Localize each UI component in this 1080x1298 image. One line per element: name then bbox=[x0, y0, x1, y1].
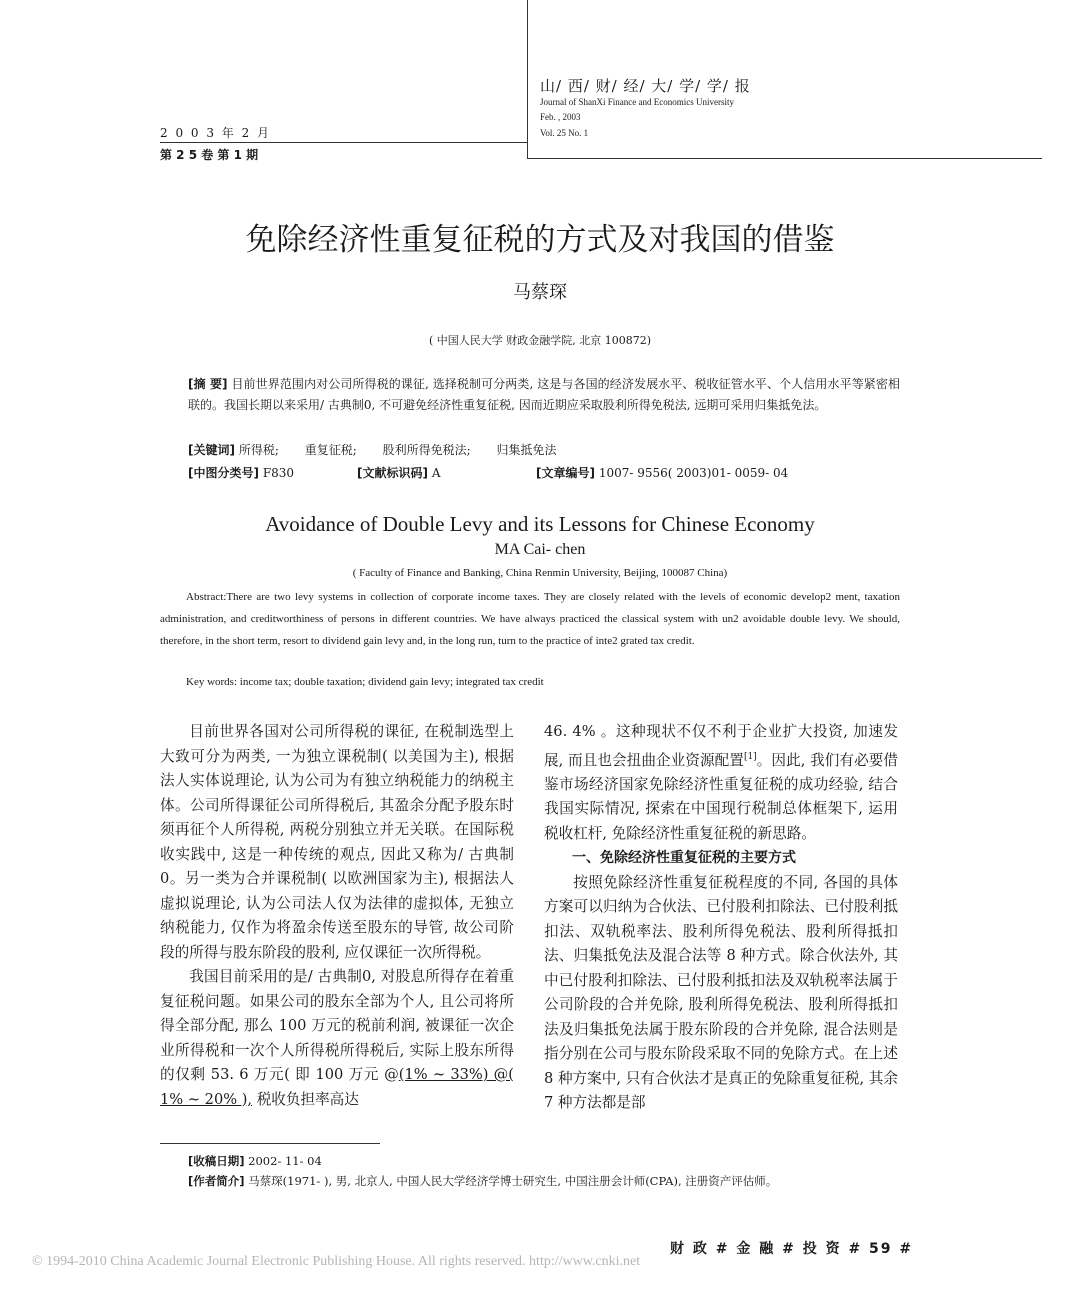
english-keywords bbox=[186, 676, 544, 688]
body-text: 税收负担率高达 bbox=[252, 1090, 359, 1108]
body-text: 我国目前采用的是/ 古典制0, 对股息所得存在着重复征税问题。如果公司的股东全部为个人, 且公司将所得全部分配, 那么 100 万元的税前利润, 被课征一次企业所得税和一次个人所得税所得税后, 实际上股东所得的仅剩 53. 6 万元( 即 100 万元 @ bbox=[160, 968, 514, 1083]
english-keywords-label: Key words: bbox=[186, 676, 238, 688]
article-number-value: 1007- 9556( 2003)01- 0059- 04 bbox=[598, 466, 789, 480]
issue-date: 2 0 0 3 年 2 月 bbox=[160, 126, 272, 140]
body-left-column bbox=[160, 720, 514, 1112]
received-value: 2002- 11- 04 bbox=[248, 1154, 322, 1168]
clc-label: [中图分类号] bbox=[188, 466, 259, 480]
author-affiliation: ( 中国人民大学 财政金融学院, 北京 100872) bbox=[428, 334, 652, 347]
abstract-cn bbox=[188, 374, 900, 416]
page-footer: 财 政 # 金 融 # 投 资 # 59 # bbox=[670, 1241, 914, 1257]
abstract-label: [摘 要] bbox=[188, 377, 228, 391]
english-keywords-text: income tax; double taxation; dividend gain levy; integrated tax credit bbox=[239, 676, 544, 688]
header-right-rule bbox=[527, 158, 1042, 159]
english-author: MA Cai- chen bbox=[494, 541, 586, 558]
clc-number bbox=[188, 464, 294, 481]
article-number-label: [文章编号] bbox=[536, 466, 595, 480]
received-label: [收稿日期] bbox=[188, 1154, 245, 1168]
journal-date-en: Feb. , 2003 bbox=[540, 112, 581, 122]
document-code-label: [文献标识码] bbox=[357, 466, 428, 480]
body-paragraph bbox=[544, 720, 898, 846]
journal-volume-en: Vol. 25 No. 1 bbox=[540, 128, 589, 138]
english-affiliation: ( Faculty of Finance and Banking, China Renmin University, Beijing, 100087 China) bbox=[352, 567, 728, 579]
body-right-column bbox=[544, 720, 898, 1116]
bio-value: 马蔡琛(1971- ), 男, 北京人, 中国人民大学经济学博士研究生, 中国注册会计师(CPA), 注册资产评估师。 bbox=[248, 1174, 778, 1188]
keyword-term: 股利所得免税法; bbox=[382, 443, 471, 457]
footnote-author-bio bbox=[188, 1173, 777, 1189]
body-paragraph: 按照免除经济性重复征税程度的不同, 各国的具体方案可以归纳为合伙法、已付股利扣除法、已付股利抵扣法、双轨税率法、股利所得免税法、股利所得抵扣法、归集抵免法及混合法等 8 种方式。除合伙法外, 其中已付股利扣除法、已付股利抵扣法及双轨税率法属于公司阶段的合并免除, 股利所得免税法、股利所得抵扣法及归集抵免法属于股东阶段的合并免除, 混合法则是指分别在公司与股东阶段采取不同的免除方式。在上述 8 种方案中, 只有合伙法才是真正的免除重复征税, 其余 7 种方法都是部 bbox=[544, 873, 898, 1112]
english-abstract-label: Abstract: bbox=[186, 591, 227, 603]
keyword-term: 归集抵免法 bbox=[496, 443, 557, 457]
clc-value: F830 bbox=[262, 466, 295, 480]
document-code bbox=[357, 464, 440, 481]
paper-author: 马蔡琛 bbox=[513, 282, 567, 303]
header-left-rule bbox=[160, 142, 528, 143]
citation-ref: [1] bbox=[743, 751, 757, 762]
footnote-rule bbox=[160, 1143, 380, 1144]
abstract-text: 目前世界范围内对公司所得税的课征, 选择税制可分两类, 这是与各国的经济发展水平、税收征管水平、个人信用水平等紧密相联的。我国长期以来采用/ 古典制0, 不可避免经济性重复征税, 因而近期应采取股利所得免税法, 远期可采用归集抵免法。 bbox=[188, 377, 900, 412]
keyword-term: 重复征税; bbox=[304, 443, 357, 457]
document-code-value: A bbox=[431, 466, 441, 480]
keyword-term: 所得税; bbox=[238, 443, 279, 457]
article-number bbox=[536, 464, 788, 481]
body-formula: (1% ~ 33%) @( 1% ~ 20% ), bbox=[160, 1066, 514, 1108]
body-paragraph bbox=[160, 965, 514, 1112]
bio-label: [作者简介] bbox=[188, 1174, 245, 1188]
english-abstract-text: There are two levy systems in collection of corporate income taxes. They are closely related with the levels of economic develop2 ment, taxation administration, and creditworthiness of persons in different countries. We have always practiced the classical system with un2 avoidable double levy. We should, therefore, in the short term, resort to dividend gain levy and, in the long run, turn to the practice of inte2 grated tax credit. bbox=[160, 591, 900, 647]
header-vertical-rule bbox=[527, 0, 528, 158]
copyright-watermark: © 1994-2010 China Academic Journal Electronic Publishing House. All rights reserved. http://www.cnki.net bbox=[32, 1254, 641, 1269]
issue-volume: 第 2 5 卷 第 1 期 bbox=[160, 148, 259, 162]
section-heading: 一、免除经济性重复征税的主要方式 bbox=[572, 850, 796, 867]
keywords-label: [关键词] bbox=[188, 443, 235, 457]
body-text: 。因此, 我们有必要借鉴市场经济国家免除经济性重复征税的成功经验, 结合我国实际情况, 探索在中国现行税制总体框架下, 运用税收杠杆, 免除经济性重复征税的新思路。 bbox=[544, 751, 899, 842]
footnote-received bbox=[188, 1153, 322, 1169]
paper-title: 免除经济性重复征税的方式及对我国的借鉴 bbox=[245, 222, 835, 258]
english-title: Avoidance of Double Levy and its Lessons for Chinese Economy bbox=[265, 512, 815, 536]
journal-name-en: Journal of ShanXi Finance and Economics University bbox=[540, 97, 734, 107]
body-paragraph: 目前世界各国对公司所得税的课征, 在税制选型上大致可分为两类, 一为独立课税制( 以美国为主), 根据法人实体说理论, 认为公司为有独立纳税能力的纳税主体。公司所得课征公司所得税后, 其盈余分配予股东时须再征个人所得税, 两税分别独立并无关联。在国际税收实践中, 这是一种传统的观点, 因此又称为/ 古典制0。另一类为合并课税制( 以欧洲国家为主), 根据法人虚拟说理论, 认为公司法人仅为法律的虚拟体, 无独立纳税能力, 仅作为将盈余传送至股东的导管, 故公司阶段的所得与股东阶段的股利, 应仅课征一次所得税。 bbox=[160, 723, 514, 961]
english-abstract bbox=[160, 586, 900, 652]
journal-name-cn: 山/ 西/ 财/ 经/ 大/ 学/ 学/ 报 bbox=[540, 77, 751, 95]
keywords-cn bbox=[188, 441, 578, 458]
body-text: 46. 4% 。这种现状不仅不利于企业扩大投资, 加速发展, 而且也会扭曲企业资源配置 bbox=[544, 723, 898, 769]
